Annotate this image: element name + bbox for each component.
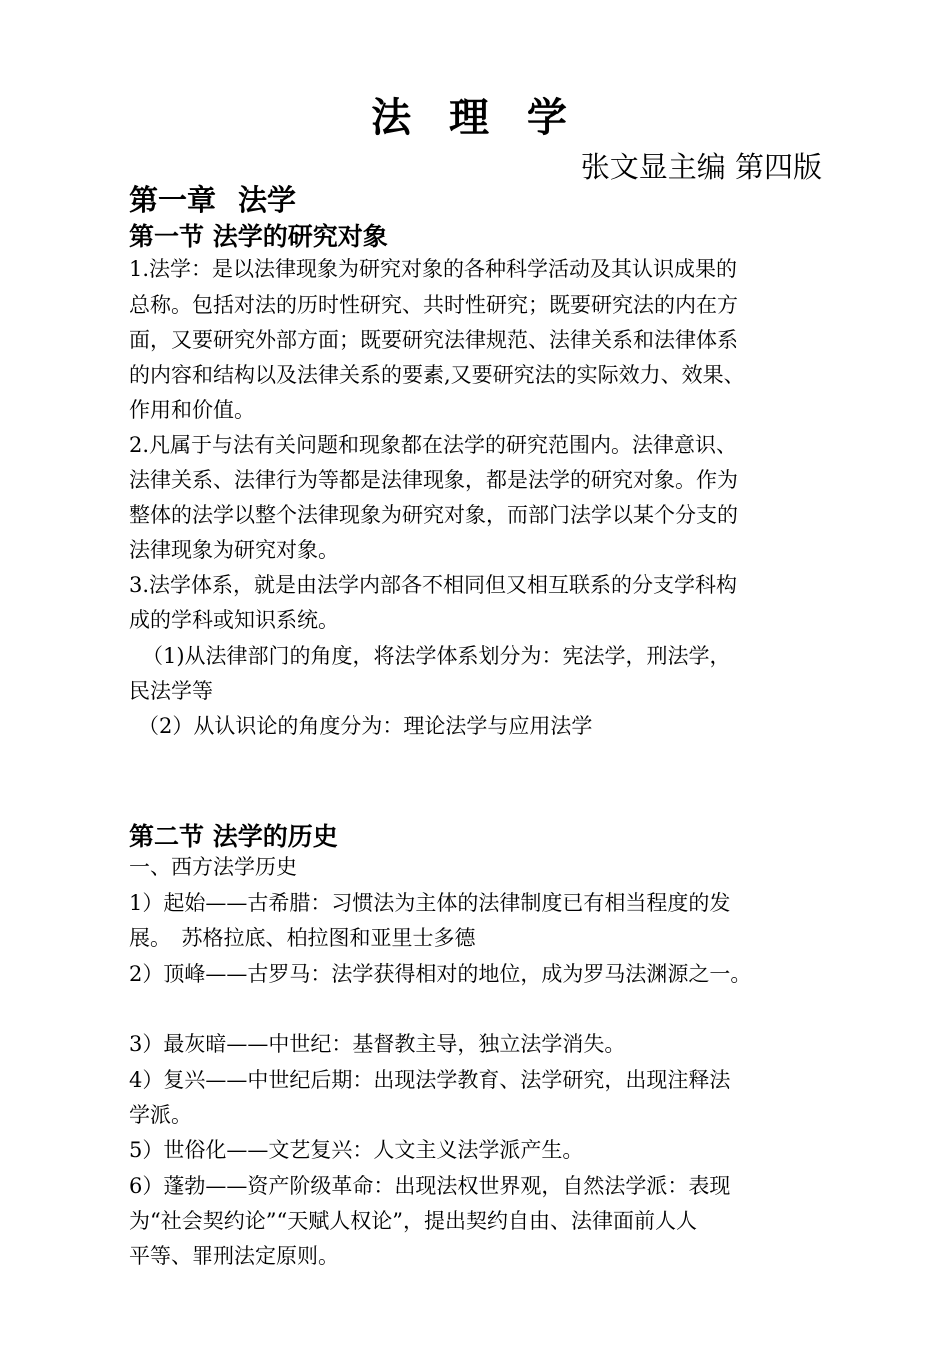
section-heading-2: 第二节 法学的历史	[129, 822, 338, 851]
paragraph-line: 整体的法学以整个法律现象为研究对象，而部门法学以某个分支的	[129, 503, 738, 527]
paragraph-line: 3）最灰暗——中世纪：基督教主导，独立法学消失。	[129, 1032, 626, 1056]
paragraph-line: 成的学科或知识系统。	[129, 608, 339, 632]
paragraph-line: 学派。	[129, 1103, 192, 1127]
paragraph-line: 5）世俗化——文艺复兴：人文主义法学派产生。	[129, 1138, 584, 1162]
paragraph-line: 3.法学体系，就是由法学内部各不相同但又相互联系的分支学科构	[129, 573, 738, 597]
section-heading-1: 第一节 法学的研究对象	[129, 222, 388, 251]
paragraph-line: 法律关系、法律行为等都是法律现象，都是法学的研究对象。作为	[129, 468, 738, 492]
paragraph-line: （2）从认识论的角度分为：理论法学与应用法学	[138, 714, 593, 738]
document-subtitle: 张文显主编 第四版	[580, 150, 822, 184]
paragraph-line: 2）顶峰——古罗马：法学获得相对的地位，成为罗马法渊源之一。	[129, 962, 752, 986]
paragraph-line: 1）起始——古希腊：习惯法为主体的法律制度已有相当程度的发	[129, 891, 731, 915]
paragraph-line: 一、西方法学历史	[129, 855, 297, 879]
paragraph-line: （1)从法律部门的角度，将法学体系划分为：宪法学，刑法学，	[142, 644, 731, 668]
paragraph-line: 面，又要研究外部方面；既要研究法律规范、法律关系和法律体系	[129, 328, 738, 352]
paragraph-line: 作用和价值。	[129, 398, 255, 422]
paragraph-line: 民法学等	[129, 679, 213, 703]
paragraph-line: 4）复兴——中世纪后期：出现法学教育、法学研究，出现注释法	[129, 1068, 731, 1092]
chapter-name: 法学	[238, 183, 297, 217]
paragraph-line: 2.凡属于与法有关问题和现象都在法学的研究范围内。法律意识、	[129, 433, 738, 457]
paragraph-line: 1.法学：是以法律现象为研究对象的各种科学活动及其认识成果的	[129, 257, 738, 281]
chapter-label: 第一章	[129, 183, 217, 217]
paragraph-line: 法律现象为研究对象。	[129, 538, 339, 562]
paragraph-line: 平等、罪刑法定原则。	[129, 1244, 339, 1268]
paragraph-line: 展。 苏格拉底、柏拉图和亚里士多德	[129, 926, 476, 950]
paragraph-line: 总称。包括对法的历时性研究、共时性研究；既要研究法的内在方	[129, 293, 738, 317]
paragraph-line: 为“社会契约论”“天赋人权论”，提出契约自由、法律面前人人	[129, 1209, 697, 1233]
paragraph-line: 的内容和结构以及法律关系的要素,又要研究法的实际效力、效果、	[129, 363, 745, 387]
paragraph-line: 6）蓬勃——资产阶级革命：出现法权世界观，自然法学派：表现	[129, 1174, 731, 1198]
document-title: 法 理 学	[371, 95, 579, 141]
chapter-heading	[129, 178, 296, 219]
